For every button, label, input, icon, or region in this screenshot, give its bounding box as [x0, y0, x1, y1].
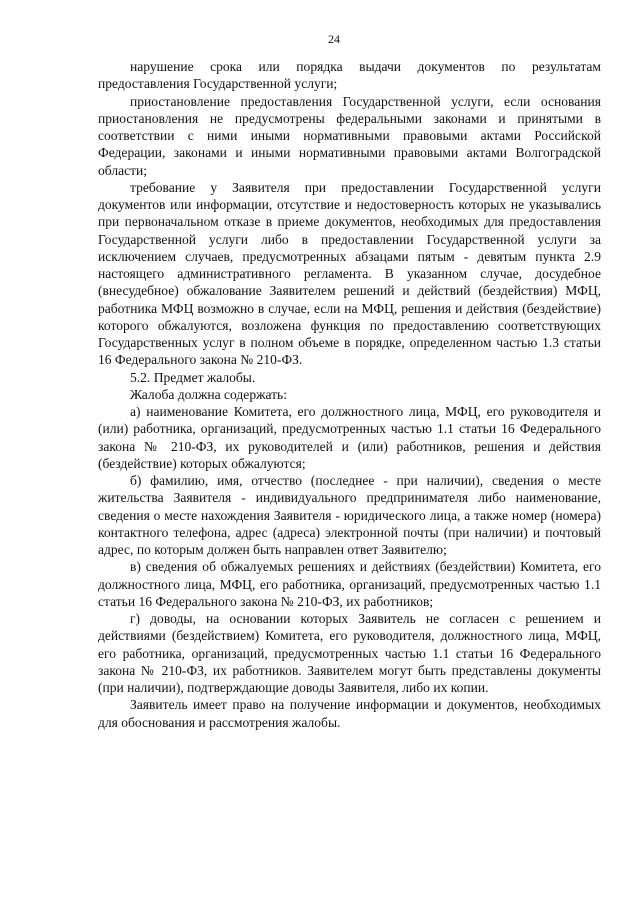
- list-item-b: б) фамилию, имя, отчество (последнее - при наличии), сведения о месте жительства Заявителя - индивидуального предпринимателя либо наименование, сведения о месте нахождения Заявителя - юридического лица, а также номер (номера) контактного телефона, адрес (адреса) электронной почты (при наличии) и почтовый адрес, по которым должен быть направлен ответ Заявителю;: [98, 473, 601, 557]
- document-body: [98, 58, 601, 731]
- paragraph-suspension-of-service: приостановление предоставления Государственной услуги, если основания приостановления не предусмотрены федеральными законами и принятыми в соответствии с ними иными нормативными правовыми актами Российской Федерации, законами и иными нормативными правовыми актами Волгоградской области;: [98, 93, 601, 178]
- list-item-v: в) сведения об обжалуемых решениях и действиях (бездействии) Комитета, его должностного лица, МФЦ, его работника, организаций, предусмотренных частью 1.1 статьи 16 Федерального закона № 210-ФЗ, их работников;: [98, 559, 601, 609]
- paragraph-violation-of-deadline: нарушение срока или порядка выдачи документов по результатам предоставления Государственной услуги;: [98, 59, 601, 92]
- list-item-a: а) наименование Комитета, его должностного лица, МФЦ, его руководителя и (или) работника, организаций, предусмотренных частью 1.1 статьи 16 Федерального закона № 210-ФЗ, их руководителей и (или) работников, решения и действия (бездействие) которых обжалуются;: [98, 404, 601, 471]
- list-item-g: г) доводы, на основании которых Заявитель не согласен с решением и действиями (бездействием) Комитета, его руководителя, должностного лица, МФЦ, его работника, организаций, предусмотренных частью 1.1 статьи 16 Федерального закона № 210-ФЗ, их работников. Заявителем могут быть представлены документы (при наличии), подтверждающие доводы Заявителя, либо их копии.: [98, 611, 601, 695]
- paragraph-document-requirement: требование у Заявителя при предоставлении Государственной услуги документов или информации, отсутствие и недостоверность которых не указывались при первоначальном отказе в приеме документов, необходимых для предоставления Государственной услуги либо в предоставлении Государственной услуги за исключением случаев, предусмотренных абзацами пятым - девятым пункта 2.9 настоящего административного регламента. В указанном случае, досудебное (внесудебное) обжалование Заявителем решений и действий (бездействия) МФЦ, работника МФЦ возможно в случае, если на МФЦ, решения и действия (бездействие) которого обжалуются, возложена функция по предоставлению соответствующих Государственных услуг в полном объеме в порядке, определенном частью 1.3 статьи 16 Федерального закона № 210-ФЗ.: [98, 179, 601, 368]
- paragraph-applicant-rights: Заявитель имеет право на получение информации и документов, необходимых для обоснования и рассмотрения жалобы.: [98, 697, 601, 730]
- page-number: 24: [328, 32, 340, 46]
- paragraph-complaint-contents: Жалоба должна содержать:: [130, 386, 287, 402]
- section-heading-5-2: 5.2. Предмет жалобы.: [130, 369, 256, 385]
